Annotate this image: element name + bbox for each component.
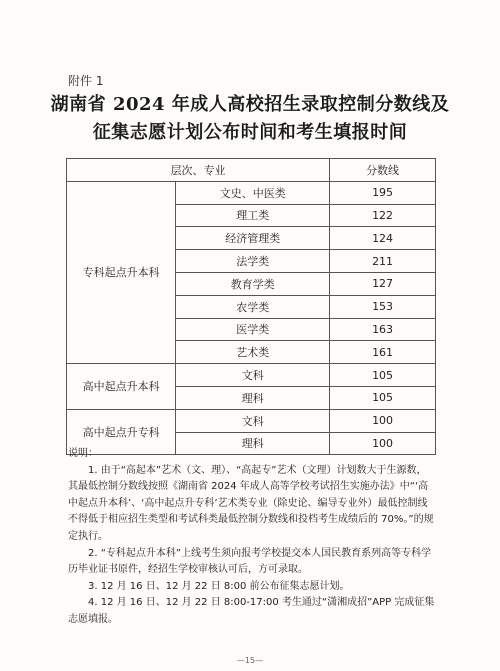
- major-cell: 医学类: [176, 318, 330, 341]
- score-cell: 195: [330, 181, 436, 204]
- major-cell: 理工类: [176, 204, 330, 227]
- table-row: [67, 364, 436, 387]
- table-header-row: [67, 159, 436, 182]
- major-cell: 经济管理类: [176, 227, 330, 250]
- note-item: 4. 12 月 16 日、12 月 22 日 8:00-17:00 考生通过“潇湘成招”APP 完成征集志愿填报。: [68, 597, 435, 625]
- major-cell: 艺术类: [176, 341, 330, 364]
- score-line-table: [66, 158, 436, 455]
- note-item: 3. 12 月 16 日、12 月 22 日 8:00 前公布征集志愿计划。: [88, 580, 350, 592]
- major-cell: 文科: [176, 409, 330, 432]
- score-cell: 122: [330, 204, 436, 227]
- page-number: —15—: [236, 656, 264, 665]
- score-cell: 211: [330, 250, 436, 273]
- attachment-label: 附件 1: [68, 74, 104, 88]
- score-cell: 161: [330, 341, 436, 364]
- note-item: 2. “专科起点升本科”上线考生须向报考学校提交本人国民教育系列高等专科学历毕业证书原件，经招生学校审核认可后，方可录取。: [68, 547, 432, 576]
- major-cell: 法学类: [176, 250, 330, 273]
- score-cell: 127: [330, 272, 436, 295]
- level-cell: 高中起点升本科: [67, 364, 176, 410]
- notes-section: [68, 446, 436, 629]
- level-cell: 专科起点升本科: [67, 181, 176, 363]
- score-cell: 124: [330, 227, 436, 250]
- major-cell: 农学类: [176, 295, 330, 318]
- table-row: [67, 409, 436, 432]
- major-cell: 文科: [176, 364, 330, 387]
- score-cell: 153: [330, 295, 436, 318]
- document-title-line-2: 征集志愿计划公布时间和考生填报时间: [92, 122, 408, 143]
- level-cell: 高中起点升专科: [67, 409, 176, 455]
- notes-heading: 说明：: [68, 448, 98, 459]
- score-cell: 105: [330, 386, 436, 409]
- score-cell: 105: [330, 364, 436, 387]
- major-cell: 理科: [176, 386, 330, 409]
- document-title-line-1: 湖南省 2024 年成人高校招生录取控制分数线及: [50, 94, 450, 115]
- score-cell: 163: [330, 318, 436, 341]
- table-row: [67, 181, 436, 204]
- score-cell: 100: [330, 432, 436, 455]
- header-score: 分数线: [330, 159, 436, 182]
- major-cell: 文史、中医类: [176, 181, 330, 204]
- header-level-major: 层次、专业: [67, 159, 330, 182]
- score-cell: 100: [330, 409, 436, 432]
- note-item: 1. 由于“高起本”艺术（文、理）、“高起专”艺术（文理）计划数大于生源数，其最低控制分数线按照《湖南省 2024 年成人高等学校考试招生实施办法》中“‘高中起点升本科’、‘高中起点升专科’艺术类专业（除史论、编导专业外）最低控制线不得低于相应招生类型和考试科类最低控制分数线和投档考生成绩后的 70%。”的规定执行。: [68, 464, 434, 542]
- major-cell: 理科: [176, 432, 330, 455]
- major-cell: 教育学类: [176, 272, 330, 295]
